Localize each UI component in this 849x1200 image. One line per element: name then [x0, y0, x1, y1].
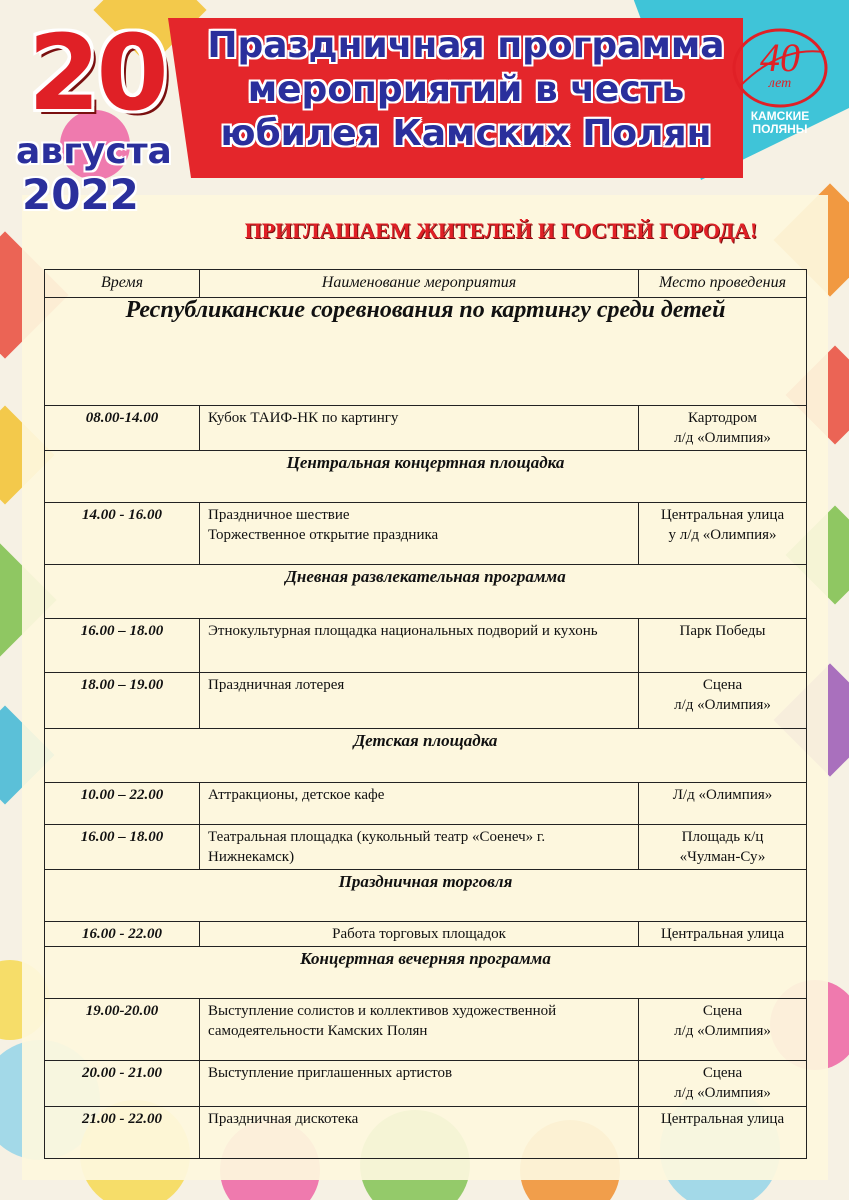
event-place: Сцена л/д «Олимпия»: [639, 1061, 807, 1107]
title-line-3: юбилея Камских Полян: [220, 113, 712, 154]
event-name: Праздничное шествие Торжественное открытие праздника: [200, 503, 639, 565]
event-place: Картодром л/д «Олимпия»: [639, 406, 807, 451]
table-header-row: [45, 270, 807, 298]
title-line-1: Праздничная программа: [207, 25, 725, 66]
table-row: [45, 825, 807, 870]
logo-name-line-1: КАМСКИЕ: [750, 109, 810, 123]
event-name: Выступление приглашенных артистов: [200, 1061, 639, 1107]
section-row: [45, 565, 807, 619]
event-time: 16.00 - 22.00: [45, 922, 200, 947]
logo-number: 40: [760, 35, 800, 80]
table-row: [45, 503, 807, 565]
section-title: Центральная концертная площадка: [45, 451, 807, 503]
event-name: Праздничная лотерея: [200, 673, 639, 729]
event-time: 10.00 – 22.00: [45, 783, 200, 825]
page-title: [196, 24, 736, 156]
section-row: [45, 870, 807, 922]
event-time: 18.00 – 19.00: [45, 673, 200, 729]
event-name: Выступление солистов и коллективов художественной самодеятельности Камских Полян: [200, 999, 639, 1061]
event-name: Праздничная дискотека: [200, 1107, 639, 1159]
column-header-name: Наименование мероприятия: [200, 270, 639, 298]
section-title: Детская площадка: [45, 729, 807, 783]
event-name: Этнокультурная площадка национальных подворий и кухонь: [200, 619, 639, 673]
event-place: Центральная улица: [639, 1107, 807, 1159]
event-time: 08.00-14.00: [45, 406, 200, 451]
column-header-place: Место проведения: [639, 270, 807, 298]
event-name: Работа торговых площадок: [200, 922, 639, 947]
table-row: [45, 619, 807, 673]
logo-name-line-2: ПОЛЯНЫ: [752, 122, 808, 136]
section-row: [45, 947, 807, 999]
event-time: 21.00 - 22.00: [45, 1107, 200, 1159]
column-header-time: Время: [45, 270, 200, 298]
event-time: 20.00 - 21.00: [45, 1061, 200, 1107]
date-day: 20: [28, 12, 165, 134]
section-row: [45, 451, 807, 503]
event-name: Аттракционы, детское кафе: [200, 783, 639, 825]
section-row: [45, 729, 807, 783]
event-place: Сцена л/д «Олимпия»: [639, 673, 807, 729]
event-place: Центральная улица у л/д «Олимпия»: [639, 503, 807, 565]
logo-name: [728, 110, 832, 136]
section-row: [45, 298, 807, 406]
table-row: [45, 999, 807, 1061]
anniversary-logo: [728, 16, 832, 146]
event-place: Л/д «Олимпия»: [639, 783, 807, 825]
event-name: Театральная площадка (кукольный театр «Соенеч» г. Нижнекамск): [200, 825, 639, 870]
logo-sub: лет: [768, 76, 792, 91]
table-row: [45, 406, 807, 451]
event-place: Площадь к/ц «Чулман-Су»: [639, 825, 807, 870]
event-place: Парк Победы: [639, 619, 807, 673]
event-place: Сцена л/д «Олимпия»: [639, 999, 807, 1061]
event-time: 19.00-20.00: [45, 999, 200, 1061]
section-title: Дневная развлекательная программа: [45, 565, 807, 619]
date-month: августа: [16, 131, 172, 172]
date-year: 2022: [22, 170, 139, 219]
event-place: Центральная улица: [639, 922, 807, 947]
table-row: [45, 783, 807, 825]
section-title: Концертная вечерняя программа: [45, 947, 807, 999]
section-title: Республиканские соревнования по картингу среди детей: [45, 298, 807, 406]
event-name: Кубок ТАИФ-НК по картингу: [200, 406, 639, 451]
schedule-body: [45, 298, 807, 1159]
schedule-table: [44, 269, 807, 1159]
event-time: 16.00 – 18.00: [45, 619, 200, 673]
table-row: [45, 673, 807, 729]
table-row: [45, 1107, 807, 1159]
table-row: [45, 922, 807, 947]
table-row: [45, 1061, 807, 1107]
title-line-2: мероприятий в честь: [247, 69, 685, 110]
section-title: Праздничная торговля: [45, 870, 807, 922]
event-time: 14.00 - 16.00: [45, 503, 200, 565]
invitation-heading: ПРИГЛАШАЕМ ЖИТЕЛЕЙ И ГОСТЕЙ ГОРОДА!: [244, 218, 758, 243]
event-time: 16.00 – 18.00: [45, 825, 200, 870]
